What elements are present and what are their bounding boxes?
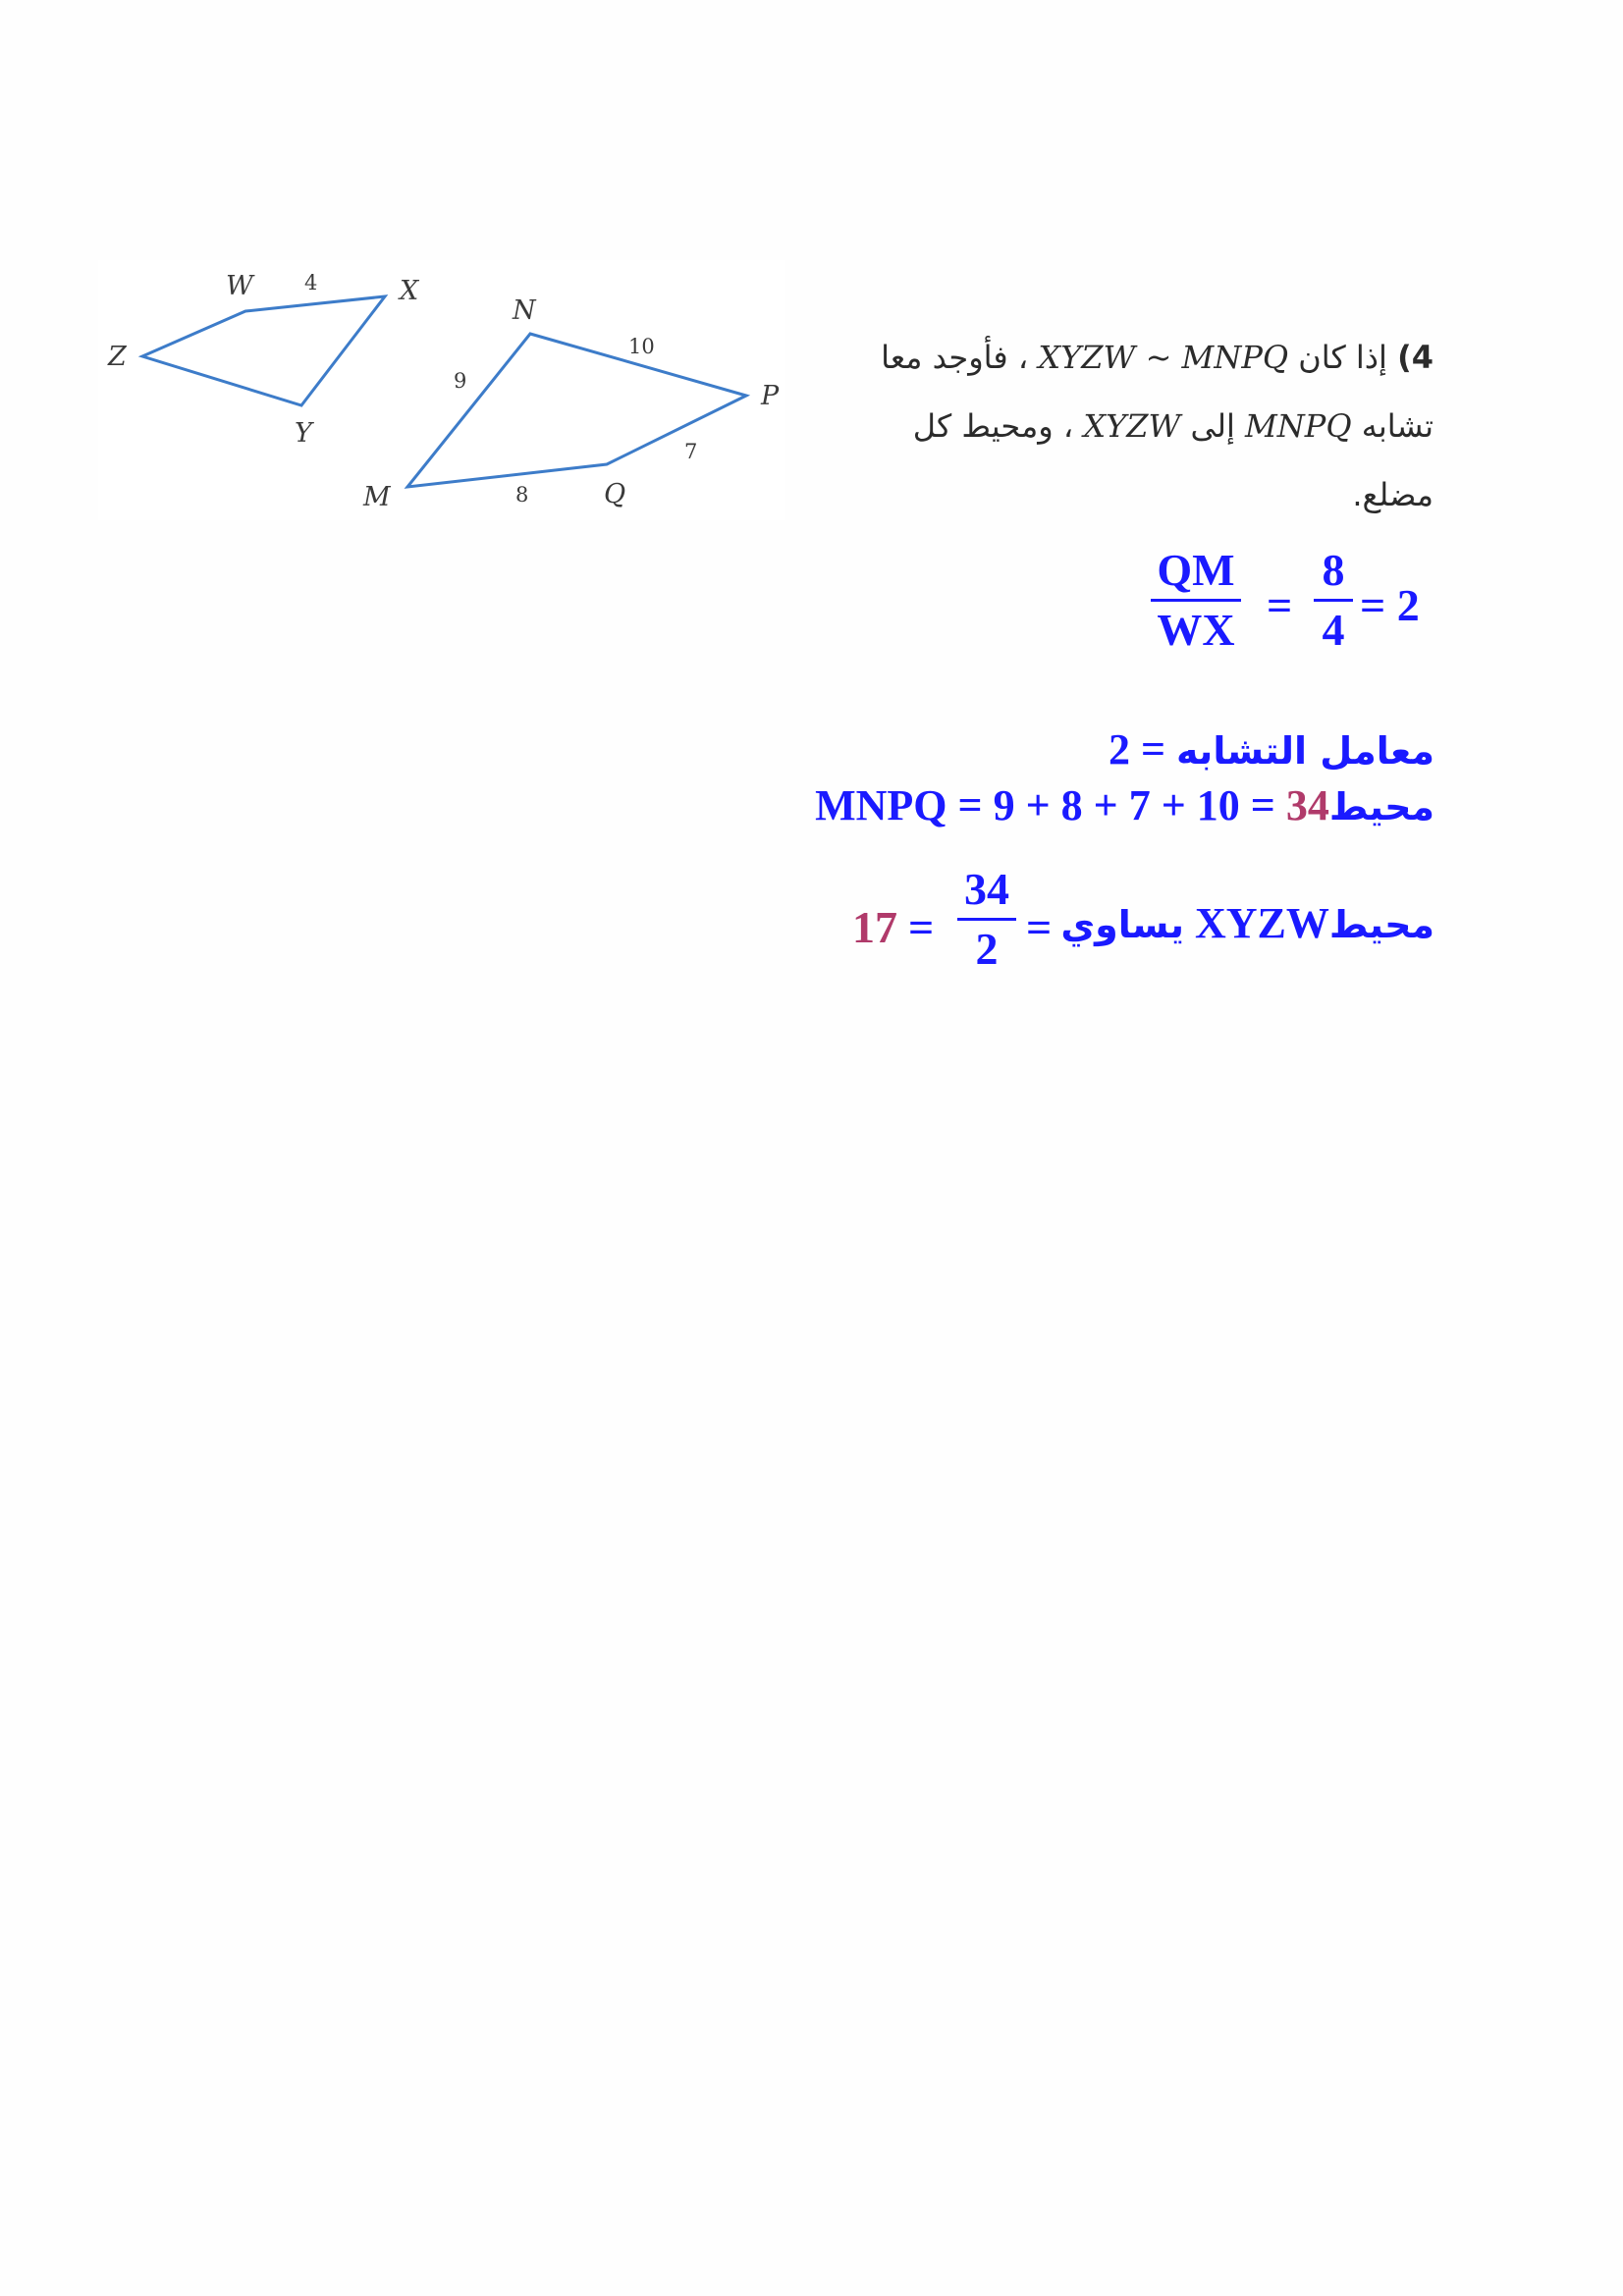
side-label-pq: 7 [684,440,698,463]
problem-line1-pre: إذا كان [1298,339,1387,376]
ratio-result: = 2 [1360,580,1420,630]
side-label-mn: 9 [454,369,467,393]
vertex-label-x: X [400,276,419,306]
problem-number: 4) [1397,339,1434,376]
vertex-label-n: N [513,295,536,326]
ratio-frac1-numerator: QM [1157,545,1235,595]
scale-factor-label: معامل التشابه [1176,729,1434,773]
perimeter-mnpq-line [815,780,1434,830]
perimeter-xyzw-label: محيط [1328,903,1434,946]
quad-mnpq [407,334,746,487]
problem-line2-post: ، ومحيط كل [912,407,1074,445]
perimeter-mnpq-result: 34 [1285,781,1329,829]
vertex-label-w: W [226,271,253,301]
problem-line3: مضلع. [1352,476,1434,513]
perimeter-xyzw-label-line [1060,898,1434,948]
ratio-frac1-denominator: WX [1157,605,1235,655]
quadrilaterals-diagram [98,260,785,520]
side-label-qm: 8 [515,483,529,507]
ratio-fraction-1 [1151,545,1241,656]
problem-line2-mid: إلى [1190,407,1235,445]
problem-line1-post: ، فأوجد معا [881,339,1029,376]
problem-figure [98,260,785,520]
perimeter-xyzw-result: 17 [852,902,897,952]
perimeter-xyzw-name: XYZW [1194,899,1329,947]
perimeter-xyzw-fraction [957,864,1016,975]
problem-line-2 [913,407,1434,445]
perimeter-xyzw-eq2: = [908,902,935,952]
problem-line1-math: XYZW ~ MNPQ [1038,339,1289,376]
problem-line-3 [1352,476,1434,513]
vertex-label-p: P [761,381,780,411]
ratio-fraction-2 [1314,545,1353,656]
vertex-label-z: Z [108,342,127,372]
fraction-bar [957,918,1016,921]
perimeter-xyzw-word: يساوي [1060,903,1184,946]
scale-factor-value: 2 [1108,725,1130,774]
side-label-wx: 4 [304,271,318,294]
perimeter-mnpq-name: MNPQ [815,781,947,829]
side-label-np: 10 [628,335,655,358]
fraction-bar [1314,599,1353,602]
perimeter-xyzw-eq1: = [1026,902,1053,952]
vertex-label-m: M [363,482,391,512]
problem-line2-math2: XYZW [1083,407,1181,445]
vertex-label-q: Q [604,479,626,509]
fraction-bar [1151,599,1241,602]
ratio-frac2-numerator: 8 [1322,545,1345,595]
problem-line2-pre: تشابه [1361,407,1434,445]
scale-factor-eq: = [1140,725,1166,774]
perimeter-mnpq-sum: = 9 + 8 + 7 + 10 = [957,781,1275,829]
ratio-eq-1: = [1267,580,1293,630]
vertex-label-y: Y [295,418,312,449]
quad-xyzw [142,296,385,405]
perimeter-mnpq-expression [815,780,1329,830]
problem-line2-math1: MNPQ [1245,407,1352,445]
scale-factor-line [1109,724,1434,774]
perimeter-xyzw-denominator: 2 [975,924,999,974]
perimeter-xyzw-numerator: 34 [964,864,1009,914]
perimeter-mnpq-label: محيط [1328,785,1434,828]
ratio-frac2-denominator: 4 [1322,605,1345,655]
problem-line-1 [881,339,1434,376]
